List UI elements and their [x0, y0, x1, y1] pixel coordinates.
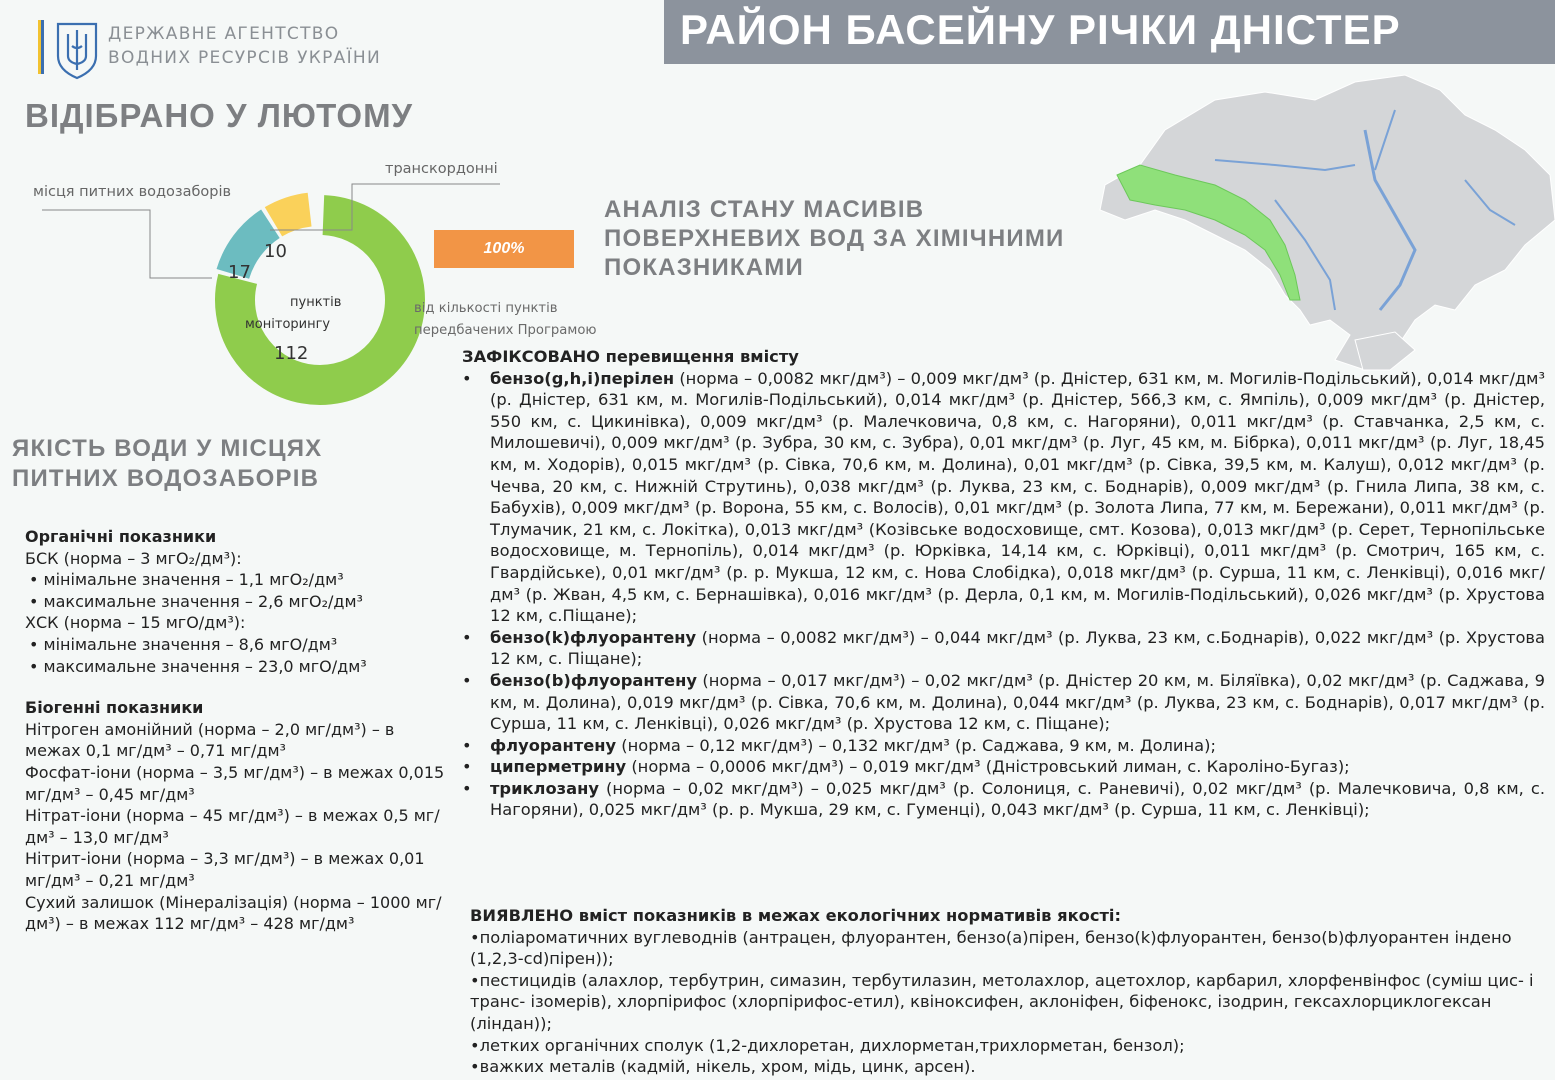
- bsk-norm: БСК (норма – 3 мгО₂/дм³):: [25, 548, 242, 568]
- substance-details: (норма – 0,0082 мкг/дм³) – 0,044 мкг/дм³ (р. Луква, 23 км, с.Боднарів), 0,022 мкг/дм³ (р. Хрустова 12 км, с. Піщане);: [490, 627, 1545, 669]
- drinking-water-indicators: [25, 526, 445, 935]
- exceedance-item: [462, 627, 1545, 670]
- substance-name: флуорантену: [490, 735, 617, 755]
- substance-details: (норма – 0,0006 мкг/дм³) – 0,019 мкг/дм³ (Дністровський лиман, с. Кароліно-Бугаз);: [626, 757, 1350, 777]
- substance-name: бензо(g,h,i)перілен: [490, 368, 675, 388]
- percent-note: [414, 298, 597, 342]
- percent-badge: 100%: [434, 230, 574, 268]
- exceedances-section: [462, 346, 1545, 821]
- biogenic-item: Фосфат-іони (норма – 3,5 мг/дм³) – в межах 0,015 мг/дм³ – 0,45 мг/дм³: [25, 762, 445, 804]
- within-norms-item: •летких органічних сполук (1,2-дихлоретан, дихлорметан,трихлорметан, бензол);: [470, 1035, 1185, 1055]
- bsk-min: • мінімальне значення – 1,1 мгО₂/дм³: [29, 570, 344, 590]
- analysis-title-line1: АНАЛІЗ СТАНУ МАСИВІВ: [604, 196, 925, 223]
- analysis-title-line3: ПОКАЗНИКАМИ: [604, 254, 804, 281]
- within-norms-item: •пестицидів (алахлор, тербутрин, симазин, тербутилазин, метолахлор, ацетохлор, карбарил, хлорфенвінфос (суміш цис- і транс- ізомерів), хлорпірифос (хлорпірифос-етил), квіноксифен, аклоніфен, біфенокс, ізодрин, гексахлорциклогексан (ліндан));: [470, 970, 1534, 1033]
- section-title-february: ВІДІБРАНО У ЛЮТОМУ: [25, 97, 414, 134]
- agency-name-line1: ДЕРЖАВНЕ АГЕНТСТВО: [108, 24, 340, 44]
- exceedances-heading: ЗАФІКСОВАНО перевищення вмісту: [462, 347, 799, 366]
- substance-name: бензо(b)флуорантену: [490, 670, 697, 690]
- bsk-max: • максимальне значення – 2,6 мгО₂/дм³: [29, 591, 363, 611]
- hsk-norm: ХСК (норма – 15 мгО/дм³):: [25, 613, 246, 633]
- biogenic-heading: Біогенні показники: [25, 698, 204, 718]
- within-norms-section: [470, 905, 1545, 1078]
- within-norms-item: •важких металів (кадмій, нікель, хром, мідь, цинк, арсен).: [470, 1057, 976, 1077]
- biogenic-item: Нітрат-іони (норма – 45 мг/дм³) – в межах 0,5 мг/дм³ – 13,0 мг/дм³: [25, 806, 440, 847]
- exceedance-item: [462, 756, 1545, 778]
- banner-title: РАЙОН БАСЕЙНУ РІЧКИ ДНІСТЕР: [680, 6, 1401, 53]
- trident-logo-icon: [38, 16, 102, 80]
- label-transboundary: транскордонні: [385, 161, 498, 177]
- percent-note-line1: від кількості пунктів: [414, 301, 558, 316]
- substance-name: циперметрину: [490, 757, 627, 777]
- exceedance-item: [462, 670, 1545, 735]
- title-banner: [664, 0, 1555, 64]
- agency-name: [108, 22, 381, 70]
- substance-details: (норма – 0,017 мкг/дм³) – 0,02 мкг/дм³ (р. Дністер 20 км, м. Біляївка), 0,02 мкг/дм³ (р. Саджава, 9 км, м. Долина), 0,019 мкг/дм³ (р. Сівка, 70,6 км, м. Долина), 0,044 мкг/дм³ (р. Луква, 23 км, с. Боднарів), 0,017 мкг/дм³ (р. Сурша, 11 км, с. Ленківці), 0,026 мкг/дм³ (р. Хрустова 12 км, с. Піщане);: [490, 670, 1545, 734]
- biogenic-item: Нітроген амонійний (норма – 2,0 мг/дм³) – в межах 0,1 мг/дм³ – 0,71 мг/дм³: [25, 719, 395, 761]
- donut-segment: [273, 210, 309, 222]
- exceedance-item: [462, 778, 1545, 821]
- percent-note-line2: передбачених Програмою: [414, 323, 597, 338]
- quality-title-line2: ПИТНИХ ВОДОЗАБОРІВ: [12, 465, 320, 492]
- monitoring-points-donut: [200, 180, 440, 420]
- ukraine-map: [1095, 70, 1555, 380]
- exceedance-item: [462, 368, 1545, 627]
- analysis-title-line2: ПОВЕРХНЕВИХ ВОД ЗА ХІМІЧНИМИ: [604, 225, 1065, 252]
- substance-name: бензо(k)флуорантену: [490, 627, 697, 647]
- hsk-max: • максимальне значення – 23,0 мгО/дм³: [29, 656, 367, 676]
- quality-title-line1: ЯКІСТЬ ВОДИ У МІСЦЯХ: [12, 435, 323, 462]
- biogenic-item: Нітрит-іони (норма – 3,3 мг/дм³) – в межах 0,01 мг/дм³ – 0,21 мг/дм³: [25, 849, 425, 890]
- substance-name: триклозану: [490, 778, 599, 798]
- label-drinking-intakes: місця питних водозаборів: [33, 184, 232, 200]
- analysis-title: [604, 195, 1064, 282]
- ukraine-territory: [1100, 75, 1555, 370]
- biogenic-item: Сухий залишок (Мінералізація) (норма – 1000 мг/дм³) – в межах 112 мг/дм³ – 428 мг/дм³: [25, 892, 442, 934]
- substance-details: (норма – 0,02 мкг/дм³) – 0,025 мкг/дм³ (р. Солониця, с. Раневичі), 0,02 мкг/дм³ (р. Малечковича, 0,8 км, с. Нагоряни), 0,025 мкг/дм³ (р. р. Мукша, 29 км, с. Гуменці), 0,043 мкг/дм³ (р. Сурша, 11 км, с. Ленківці);: [490, 778, 1545, 820]
- within-norms-heading: ВИЯВЛЕНО вміст показників в межах екологічних нормативів якості:: [470, 906, 1122, 925]
- exceedance-item: [462, 735, 1545, 757]
- substance-details: (норма – 0,12 мкг/дм³) – 0,132 мкг/дм³ (р. Саджава, 9 км, м. Долина);: [616, 735, 1216, 755]
- exceedances-list: [462, 368, 1545, 821]
- organic-heading: Органічні показники: [25, 527, 217, 546]
- donut-value-10: 10: [264, 241, 287, 262]
- donut-center-line1: пунктів: [290, 295, 342, 310]
- donut-value-112: 112: [274, 343, 309, 364]
- agency-name-line2: ВОДНИХ РЕСУРСІВ УКРАЇНИ: [108, 48, 382, 68]
- donut-center-line2: моніторингу: [245, 317, 331, 332]
- within-norms-item: •поліароматичних вуглеводнів (антрацен, флуорантен, бензо(a)пірен, бензо(k)флуорантен, бензо(b)флуорантен індено (1,2,3-cd)пірен));: [470, 927, 1512, 969]
- donut-value-17: 17: [228, 262, 251, 283]
- leader-line-intake: [42, 210, 212, 278]
- substance-details: (норма – 0,0082 мкг/дм³) – 0,009 мкг/дм³ (р. Дністер, 631 км, м. Могилів-Подільський), 0,014 мкг/дм³ (р. Дністер, 631 км, м. Могилів-Подільський), 0,014 мкг/дм³ (р. Дністер, 566,3 км, с. Ямпіль), 0,009 мкг/дм³ (р. Дністер, 550 км, с. Цикинівка), 0,009 мкг/дм³ (р. Малечковича, 0,8 км, с. Нагоряни), 0,011 мкг/дм³ (р. Ставчанка, 2,5 км, с. Милошевичі), 0,009 мкг/дм³ (р. Зубра, 30 км, с. Зубра), 0,01 мкг/дм³ (р. Луг, 45 км, м. Бібрка), 0,011 мкг/дм³ (р. Луг, 18,45 км, м. Ходорів), 0,015 мкг/дм³ (р. Сівка, 70,6 км, м. Долина), 0,01 мкг/дм³ (р. Сівка, 39,5 км, м. Калуш), 0,012 мкг/дм³ (р. Чечва, 20 км, с. Нижній Струтинь), 0,038 мкг/дм³ (р. Луква, 23 км, с. Боднарів), 0,009 мкг/дм³ (р. Гнила Липа, 38 км, с. Бабухів), 0,009 мкг/дм³ (р. Ворона, 55 км, с. Волосів), 0,01 мкг/дм³ (р. Золота Липа, 77 км, м. Бережани), 0,011 мкг/дм³ (р. Тлумачик, 21 км, с. Локітка), 0,013 мкг/дм³ (Козівське водосховище, смт. Козова), 0,013 мкг/дм³ (р. Серет, Тернопільське водосховище, м. Тернопіль), 0,014 мкг/дм³ (р. Юрківка, 14,14 км, с. Юрківці), 0,011 мкг/дм³ (р. Смотрич, 165 км, с. Гвардійське), 0,01 мкг/дм³ (р. р. Мукша, 12 км, с. Нова Слобідка), 0,018 мкг/дм³ (р. Сурша, 11 км, с. Ленківці), 0,016 мкг/дм³ (р. Жван, 4,5 км, с. Бернашівка), 0,016 мкг/дм³ (р. Дерла, 0,1 км, м. Могилів-Подільський), 0,026 мкг/дм³ (р. Хрустова 12 км, с.Піщане);: [490, 368, 1545, 626]
- hsk-min: • мінімальне значення – 8,6 мгО/дм³: [29, 634, 338, 654]
- quality-title: [12, 434, 322, 494]
